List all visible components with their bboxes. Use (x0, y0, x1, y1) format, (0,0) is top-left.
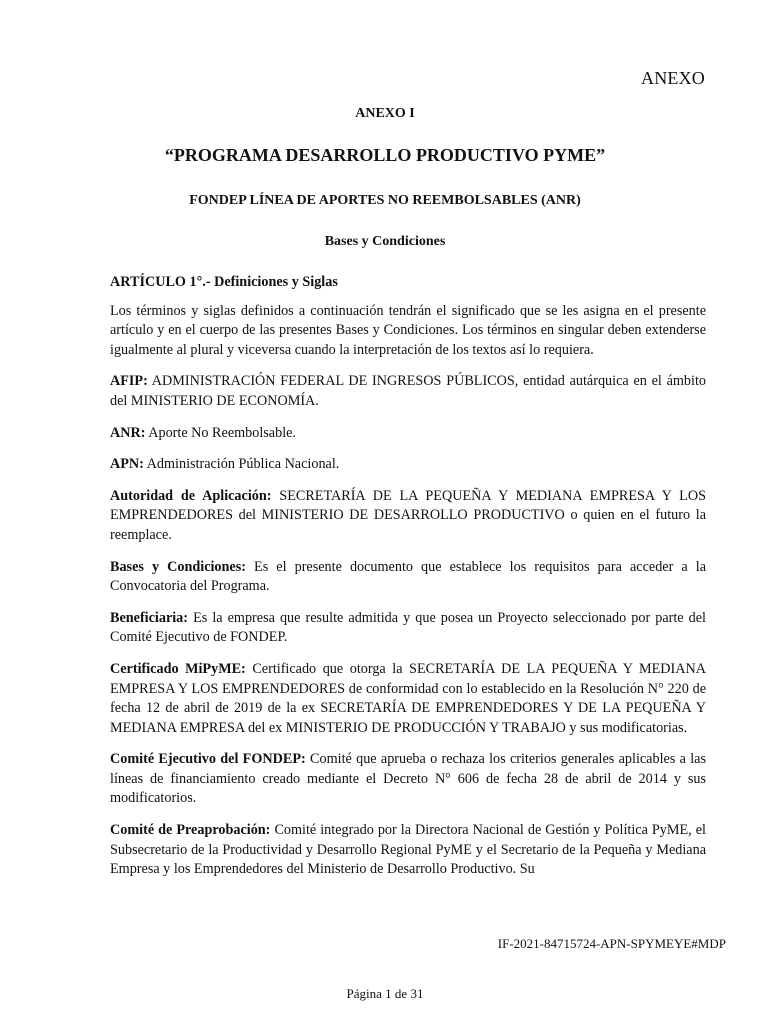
program-title: “PROGRAMA DESARROLLO PRODUCTIVO PYME” (164, 145, 606, 165)
article-intro: Los términos y siglas definidos a continuación tendrán el significado que se les asigna en el presente artículo y en el cuerpo de las presentes Bases y Condiciones. Los términos en singular deben extenderse igualmente al plural y viceversa cuando la interpretación de los textos así lo requiera. (110, 302, 706, 358)
article-heading: ARTÍCULO 1°.- Definiciones y Siglas (110, 274, 338, 290)
definition-bases (110, 558, 706, 597)
bases-title: Bases y Condiciones (324, 234, 446, 249)
definition-certificado (110, 660, 706, 738)
definition-text: Administración Pública Nacional. (143, 456, 340, 473)
document-id: IF-2021-84715724-APN-SPYMEYE#MDP (497, 936, 726, 951)
definition-term: Certificado MiPyME: (110, 660, 246, 677)
page-number: Página 1 de 31 (346, 986, 424, 1001)
definition-comite-preaprobacion (110, 821, 706, 880)
definition-text: Comité que aprueba o rechaza los criterios generales aplicables a las líneas de financiamiento creado mediante el Decreto N° 606 de fecha 28 de abril de 2014 y sus modificatorios. (110, 751, 706, 807)
fondep-line-heading: FONDEP LÍNEA DE APORTES NO REEMBOLSABLES (ANR) (189, 193, 581, 208)
definition-term: Comité de Preaprobación: (110, 822, 271, 839)
definition-comite-ejecutivo (110, 750, 706, 809)
definition-apn (110, 455, 706, 475)
definition-beneficiaria (110, 609, 706, 648)
definition-term: Comité Ejecutivo del FONDEP: (110, 751, 306, 768)
document-body (110, 273, 706, 892)
definition-term: AFIP: (110, 373, 148, 390)
definition-term: Autoridad de Aplicación: (110, 487, 272, 504)
definition-term: ANR: (110, 424, 146, 441)
definition-term: Bases y Condiciones: (110, 558, 246, 575)
definition-anr (110, 424, 706, 444)
annex-i-heading: ANEXO I (355, 106, 415, 121)
definition-text: Es la empresa que resulte admitida y que posea un Proyecto seleccionado por parte del Comité Ejecutivo de FONDEP. (110, 609, 706, 646)
definition-text: SECRETARÍA DE LA PEQUEÑA Y MEDIANA EMPRESA Y LOS EMPRENDEDORES del MINISTERIO DE DESARROLLO PRODUCTIVO o quien en el futuro la reemplace. (110, 487, 706, 543)
definition-text: Comité integrado por la Directora Nacional de Gestión y Política PyME, el Subsecretario de la Productividad y Desarrollo Regional PyME y el Secretario de la Pequeña y Mediana Empresa y los Emprendedores del Ministerio de Desarrollo Productivo. Su (110, 822, 706, 878)
definition-afip (110, 372, 706, 411)
definition-term: APN: (110, 456, 144, 473)
definition-autoridad (110, 487, 706, 546)
definition-text: Certificado que otorga la SECRETARÍA DE LA PEQUEÑA Y MEDIANA EMPRESA Y LOS EMPRENDEDORES de conformidad con lo establecido en la Resolución N° 220 de fecha 12 de abril de 2019 de la ex SECRETARÍA DE EMPRENDEDORES Y DE LA PEQUEÑA Y MEDIANA EMPRESA del ex MINISTERIO DE PRODUCCIÓN Y TRABAJO y sus modificatorias. (110, 660, 707, 736)
definition-text: Es el presente documento que establece los requisitos para acceder a la Convocatoria del Programa. (110, 558, 706, 595)
definition-text: Aporte No Reembolsable. (145, 424, 296, 441)
definition-term: Beneficiaria: (110, 609, 189, 626)
definition-text: ADMINISTRACIÓN FEDERAL DE INGRESOS PÚBLICOS, entidad autárquica en el ámbito del MINISTERIO DE ECONOMÍA. (110, 373, 706, 409)
annex-corner-label: ANEXO (641, 68, 705, 88)
